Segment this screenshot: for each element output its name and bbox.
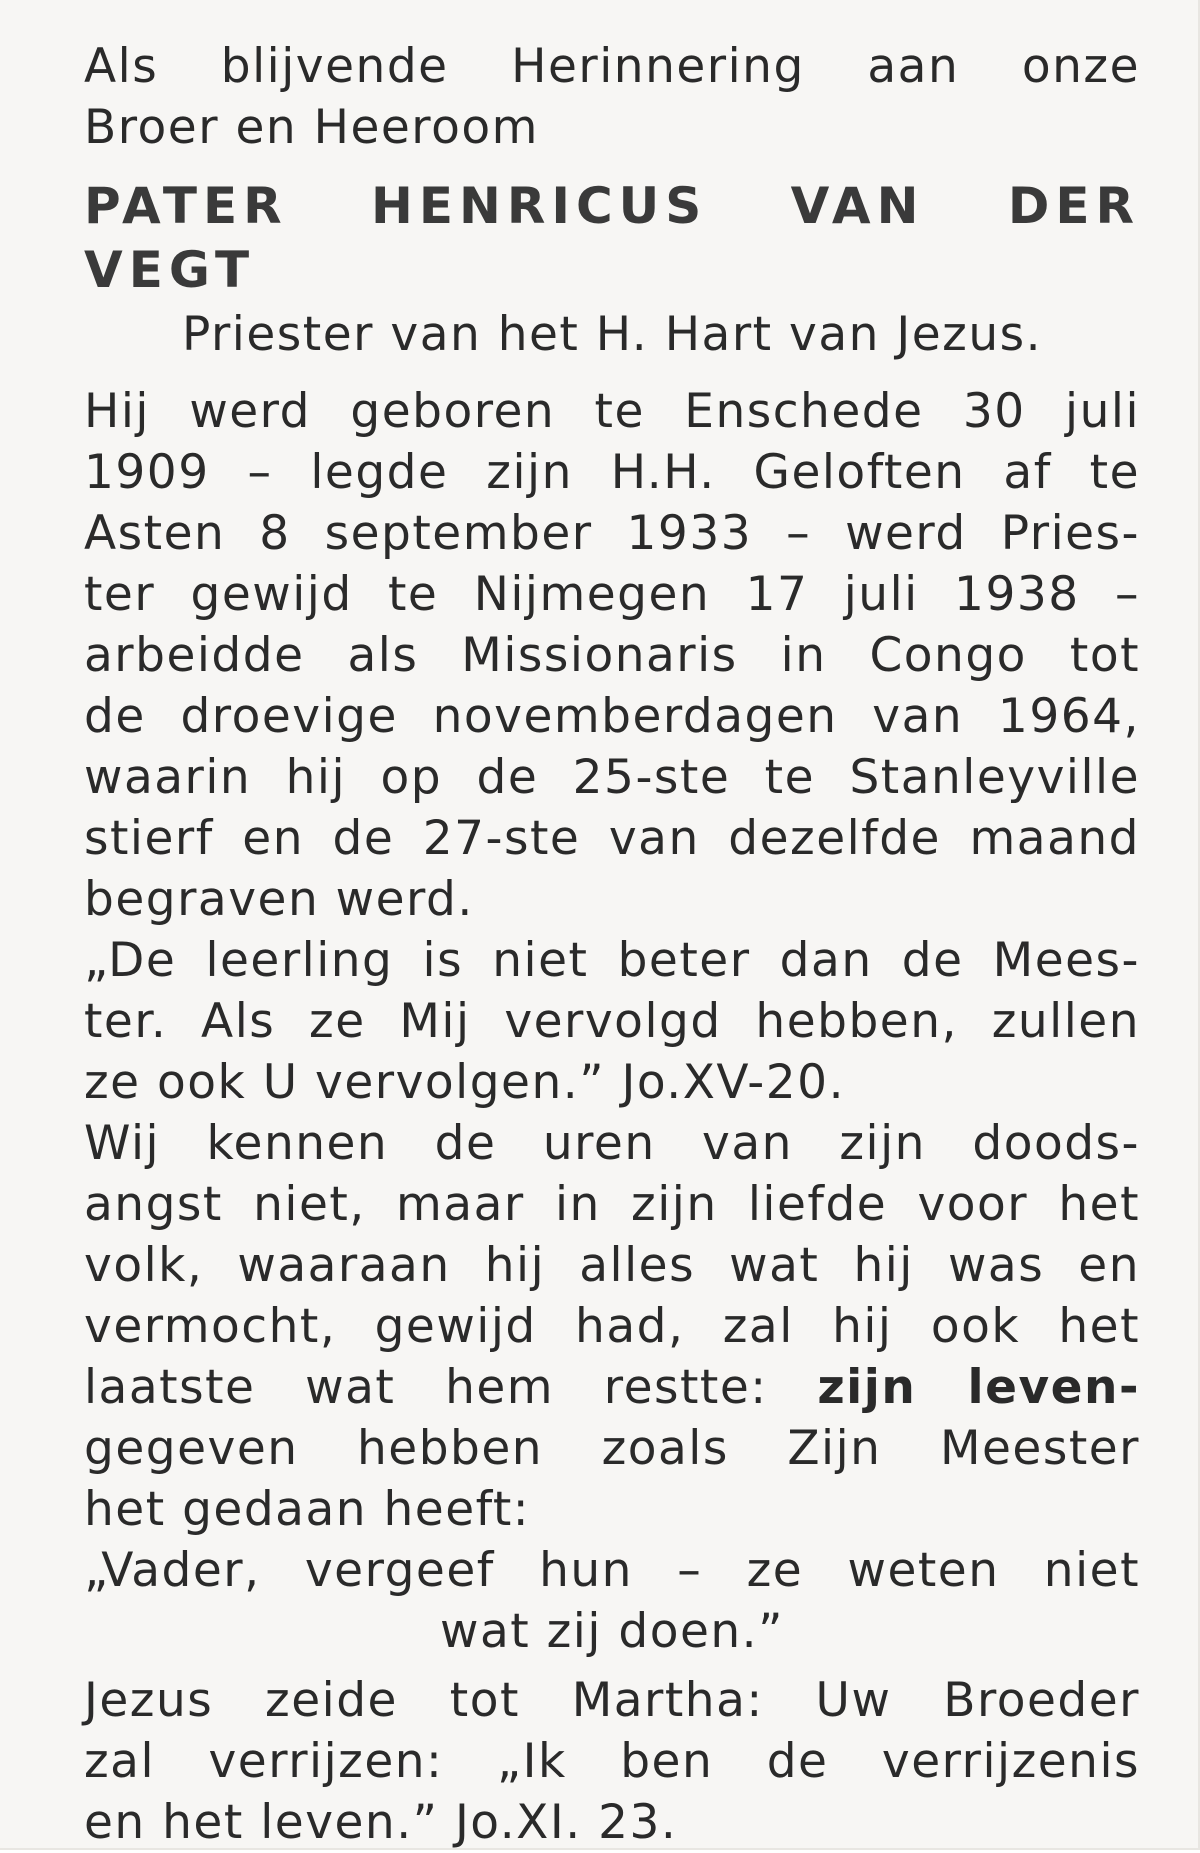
bio-line: 1909 – legde zijn H.H. Geloften af te bbox=[84, 445, 1140, 500]
para2-line: het gedaan heeft: bbox=[84, 1482, 531, 1537]
bio-line: waarin hij op de 25-ste te Stanleyville bbox=[84, 750, 1140, 805]
para2-line-5-bold: zijn leven- bbox=[817, 1360, 1140, 1415]
quote1-line: ze ook U vervolgen.” Jo.XV-20. bbox=[84, 1055, 846, 1110]
quote1-line: „De leerling is niet beter dan de Mees- bbox=[84, 933, 1140, 988]
para2-line: vermocht, gewijd had, zal hij ook het bbox=[84, 1299, 1140, 1354]
para2-line-5 bbox=[84, 1357, 1140, 1418]
closing-line: zal verrijzen: „Ik ben de verrijzenis bbox=[84, 1734, 1140, 1789]
para2-line: angst niet, maar in zijn liefde voor het bbox=[84, 1177, 1140, 1232]
deceased-name: PATER HENRICUS VAN DER VEGT bbox=[84, 177, 1140, 299]
deceased-subtitle: Priester van het H. Hart van Jezus. bbox=[181, 307, 1043, 362]
bio-line: Asten 8 september 1933 – werd Pries- bbox=[84, 506, 1140, 561]
closing-line: en het leven.” Jo.XI. 23. bbox=[84, 1795, 678, 1850]
para2-line: volk, waaraan hij alles wat hij was en bbox=[84, 1238, 1140, 1293]
bio-line: arbeidde als Missionaris in Congo tot bbox=[84, 628, 1140, 683]
para2-line: Wij kennen de uren van zijn doods- bbox=[84, 1116, 1140, 1171]
closing-line: Jezus zeide tot Martha: Uw Broeder bbox=[84, 1673, 1140, 1728]
bio-line: ter gewijd te Nijmegen 17 juli 1938 – bbox=[84, 567, 1140, 622]
bio-line: de droevige novemberdagen van 1964, bbox=[84, 689, 1140, 744]
intro-line-1: Als blijvende Herinnering aan onze bbox=[84, 39, 1140, 94]
bio-line: stierf en de 27-ste van dezelfde maand bbox=[84, 811, 1140, 866]
bio-line: begraven werd. bbox=[84, 872, 474, 927]
bio-line: Hij werd geboren te Enschede 30 juli bbox=[84, 384, 1140, 439]
intro-line-2: Broer en Heeroom bbox=[84, 100, 539, 155]
spacer bbox=[84, 365, 1140, 381]
para2-line-5-prefix: laatste wat hem restte: bbox=[84, 1360, 818, 1415]
quote1-line: ter. Als ze Mij vervolgd hebben, zullen bbox=[84, 994, 1140, 1049]
card-text bbox=[84, 36, 1140, 1853]
para2-line: gegeven hebben zoals Zijn Meester bbox=[84, 1421, 1140, 1476]
quote2-line: „Vader, vergeef hun – ze weten niet bbox=[84, 1543, 1140, 1598]
spacer bbox=[84, 1662, 1140, 1670]
quote2-line: wat zij doen.” bbox=[440, 1604, 784, 1659]
